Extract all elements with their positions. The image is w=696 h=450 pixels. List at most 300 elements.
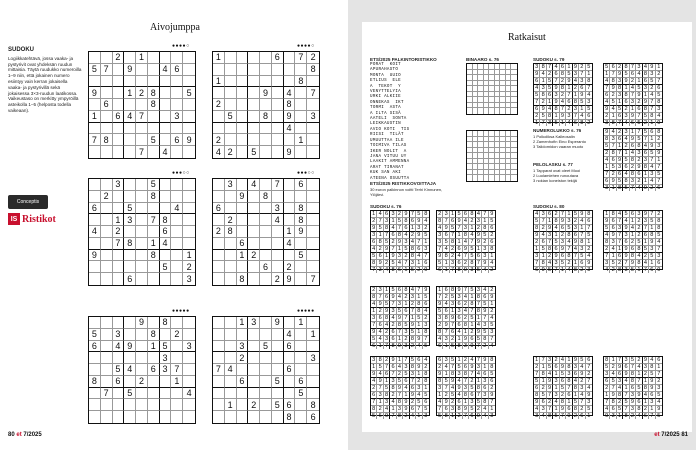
sudoku-cell[interactable] [171, 146, 183, 158]
sudoku-cell[interactable] [272, 52, 284, 64]
sudoku-cell[interactable] [213, 87, 225, 99]
sudoku-cell[interactable] [284, 64, 296, 76]
sudoku-cell[interactable] [248, 238, 260, 250]
sudoku-cell[interactable] [124, 411, 136, 423]
sudoku-cell[interactable] [225, 87, 237, 99]
sudoku-cell[interactable] [183, 399, 195, 411]
sudoku-cell[interactable] [237, 76, 249, 88]
sudoku-cell[interactable] [284, 352, 296, 364]
sudoku-cell[interactable] [101, 238, 113, 250]
sudoku-cell[interactable] [171, 111, 183, 123]
sudoku-cell[interactable] [124, 179, 136, 191]
sudoku-cell[interactable] [295, 134, 307, 146]
sudoku-cell[interactable] [248, 329, 260, 341]
sudoku-cell[interactable] [284, 364, 296, 376]
sudoku-cell[interactable] [225, 64, 237, 76]
sudoku-cell[interactable] [284, 261, 296, 273]
sudoku-cell[interactable] [171, 64, 183, 76]
sudoku-cell[interactable] [295, 317, 307, 329]
sudoku-cell[interactable] [248, 411, 260, 423]
sudoku-cell[interactable] [260, 329, 272, 341]
sudoku-cell[interactable] [260, 273, 272, 285]
sudoku-cell[interactable] [148, 352, 160, 364]
sudoku-cell[interactable] [136, 203, 148, 215]
sudoku-cell[interactable] [307, 123, 319, 135]
sudoku-cell[interactable] [183, 376, 195, 388]
sudoku-cell[interactable] [148, 76, 160, 88]
sudoku-cell[interactable] [89, 250, 101, 262]
sudoku-cell[interactable] [101, 111, 113, 123]
sudoku-cell[interactable] [307, 52, 319, 64]
sudoku-cell[interactable] [225, 329, 237, 341]
sudoku-cell[interactable] [89, 317, 101, 329]
sudoku-cell[interactable] [160, 329, 172, 341]
sudoku-cell[interactable] [124, 261, 136, 273]
sudoku-cell[interactable] [237, 329, 249, 341]
sudoku-cell[interactable] [124, 134, 136, 146]
sudoku-cell[interactable] [183, 179, 195, 191]
sudoku-cell[interactable] [307, 399, 319, 411]
sudoku-cell[interactable] [284, 99, 296, 111]
sudoku-cell[interactable] [248, 146, 260, 158]
sudoku-cell[interactable] [248, 250, 260, 262]
sudoku-cell[interactable] [284, 76, 296, 88]
sudoku-cell[interactable] [89, 376, 101, 388]
sudoku-cell[interactable] [225, 179, 237, 191]
sudoku-cell[interactable] [183, 111, 195, 123]
sudoku-cell[interactable] [248, 76, 260, 88]
sudoku-cell[interactable] [89, 352, 101, 364]
sudoku-cell[interactable] [148, 203, 160, 215]
sudoku-cell[interactable] [284, 191, 296, 203]
sudoku-cell[interactable] [248, 179, 260, 191]
sudoku-cell[interactable] [148, 99, 160, 111]
sudoku-cell[interactable] [171, 341, 183, 353]
sudoku-cell[interactable] [183, 203, 195, 215]
sudoku-cell[interactable] [136, 238, 148, 250]
sudoku-cell[interactable] [307, 226, 319, 238]
sudoku-cell[interactable] [260, 226, 272, 238]
sudoku-cell[interactable] [213, 376, 225, 388]
sudoku-cell[interactable] [213, 341, 225, 353]
sudoku-cell[interactable] [113, 214, 125, 226]
sudoku-cell[interactable] [295, 99, 307, 111]
sudoku-cell[interactable] [124, 317, 136, 329]
sudoku-puzzle-4[interactable] [212, 178, 320, 286]
sudoku-cell[interactable] [160, 238, 172, 250]
sudoku-cell[interactable] [213, 250, 225, 262]
sudoku-cell[interactable] [213, 329, 225, 341]
sudoku-cell[interactable] [183, 238, 195, 250]
sudoku-cell[interactable] [136, 250, 148, 262]
sudoku-cell[interactable] [248, 226, 260, 238]
sudoku-cell[interactable] [136, 123, 148, 135]
sudoku-cell[interactable] [113, 111, 125, 123]
sudoku-cell[interactable] [183, 134, 195, 146]
sudoku-cell[interactable] [213, 226, 225, 238]
sudoku-cell[interactable] [225, 341, 237, 353]
sudoku-cell[interactable] [101, 329, 113, 341]
sudoku-cell[interactable] [213, 273, 225, 285]
sudoku-cell[interactable] [248, 99, 260, 111]
sudoku-cell[interactable] [113, 273, 125, 285]
sudoku-cell[interactable] [183, 250, 195, 262]
sudoku-cell[interactable] [183, 411, 195, 423]
sudoku-cell[interactable] [248, 191, 260, 203]
sudoku-cell[interactable] [213, 191, 225, 203]
sudoku-cell[interactable] [89, 388, 101, 400]
sudoku-cell[interactable] [213, 123, 225, 135]
sudoku-cell[interactable] [136, 364, 148, 376]
sudoku-cell[interactable] [160, 214, 172, 226]
sudoku-cell[interactable] [284, 411, 296, 423]
sudoku-puzzle-6[interactable] [212, 316, 320, 424]
sudoku-cell[interactable] [237, 250, 249, 262]
sudoku-cell[interactable] [89, 411, 101, 423]
sudoku-cell[interactable] [136, 99, 148, 111]
sudoku-cell[interactable] [124, 111, 136, 123]
sudoku-cell[interactable] [171, 329, 183, 341]
sudoku-cell[interactable] [171, 99, 183, 111]
sudoku-cell[interactable] [101, 52, 113, 64]
sudoku-cell[interactable] [213, 317, 225, 329]
sudoku-cell[interactable] [101, 388, 113, 400]
sudoku-cell[interactable] [248, 64, 260, 76]
sudoku-cell[interactable] [284, 250, 296, 262]
sudoku-cell[interactable] [225, 191, 237, 203]
sudoku-cell[interactable] [101, 203, 113, 215]
sudoku-cell[interactable] [171, 411, 183, 423]
sudoku-cell[interactable] [89, 52, 101, 64]
sudoku-cell[interactable] [171, 134, 183, 146]
sudoku-cell[interactable] [213, 411, 225, 423]
sudoku-cell[interactable] [89, 226, 101, 238]
sudoku-cell[interactable] [295, 179, 307, 191]
sudoku-cell[interactable] [101, 273, 113, 285]
sudoku-cell[interactable] [225, 388, 237, 400]
sudoku-cell[interactable] [225, 376, 237, 388]
sudoku-cell[interactable] [148, 123, 160, 135]
sudoku-cell[interactable] [307, 134, 319, 146]
sudoku-cell[interactable] [89, 238, 101, 250]
sudoku-cell[interactable] [225, 123, 237, 135]
sudoku-cell[interactable] [183, 341, 195, 353]
sudoku-cell[interactable] [307, 411, 319, 423]
sudoku-cell[interactable] [225, 317, 237, 329]
sudoku-cell[interactable] [272, 376, 284, 388]
sudoku-puzzle-3[interactable] [88, 178, 196, 286]
sudoku-cell[interactable] [113, 388, 125, 400]
sudoku-cell[interactable] [148, 341, 160, 353]
sudoku-cell[interactable] [136, 179, 148, 191]
sudoku-cell[interactable] [136, 399, 148, 411]
sudoku-cell[interactable] [124, 76, 136, 88]
sudoku-cell[interactable] [237, 191, 249, 203]
sudoku-cell[interactable] [124, 238, 136, 250]
sudoku-cell[interactable] [248, 52, 260, 64]
sudoku-cell[interactable] [101, 411, 113, 423]
sudoku-cell[interactable] [101, 317, 113, 329]
sudoku-cell[interactable] [148, 250, 160, 262]
sudoku-cell[interactable] [272, 238, 284, 250]
sudoku-cell[interactable] [272, 399, 284, 411]
sudoku-cell[interactable] [237, 273, 249, 285]
sudoku-cell[interactable] [260, 238, 272, 250]
sudoku-cell[interactable] [213, 52, 225, 64]
sudoku-cell[interactable] [284, 388, 296, 400]
sudoku-cell[interactable] [272, 388, 284, 400]
sudoku-cell[interactable] [295, 226, 307, 238]
sudoku-cell[interactable] [113, 341, 125, 353]
sudoku-cell[interactable] [284, 238, 296, 250]
sudoku-cell[interactable] [183, 261, 195, 273]
sudoku-cell[interactable] [113, 329, 125, 341]
sudoku-cell[interactable] [113, 226, 125, 238]
sudoku-cell[interactable] [160, 261, 172, 273]
sudoku-cell[interactable] [113, 352, 125, 364]
sudoku-cell[interactable] [113, 76, 125, 88]
sudoku-cell[interactable] [284, 341, 296, 353]
sudoku-cell[interactable] [237, 226, 249, 238]
sudoku-cell[interactable] [260, 352, 272, 364]
sudoku-cell[interactable] [307, 329, 319, 341]
sudoku-cell[interactable] [171, 238, 183, 250]
sudoku-cell[interactable] [113, 399, 125, 411]
sudoku-cell[interactable] [148, 64, 160, 76]
sudoku-cell[interactable] [248, 364, 260, 376]
sudoku-cell[interactable] [113, 203, 125, 215]
sudoku-cell[interactable] [237, 341, 249, 353]
sudoku-cell[interactable] [237, 376, 249, 388]
sudoku-cell[interactable] [307, 273, 319, 285]
sudoku-cell[interactable] [272, 341, 284, 353]
sudoku-cell[interactable] [213, 111, 225, 123]
sudoku-cell[interactable] [113, 134, 125, 146]
sudoku-cell[interactable] [272, 411, 284, 423]
sudoku-cell[interactable] [284, 214, 296, 226]
sudoku-cell[interactable] [160, 203, 172, 215]
sudoku-cell[interactable] [260, 146, 272, 158]
sudoku-cell[interactable] [171, 179, 183, 191]
sudoku-cell[interactable] [101, 191, 113, 203]
sudoku-cell[interactable] [148, 226, 160, 238]
sudoku-cell[interactable] [124, 87, 136, 99]
sudoku-cell[interactable] [284, 376, 296, 388]
sudoku-cell[interactable] [260, 52, 272, 64]
sudoku-cell[interactable] [148, 261, 160, 273]
sudoku-cell[interactable] [148, 52, 160, 64]
sudoku-cell[interactable] [136, 214, 148, 226]
sudoku-cell[interactable] [183, 214, 195, 226]
sudoku-cell[interactable] [225, 76, 237, 88]
sudoku-cell[interactable] [113, 87, 125, 99]
sudoku-cell[interactable] [124, 329, 136, 341]
sudoku-cell[interactable] [307, 111, 319, 123]
sudoku-cell[interactable] [237, 317, 249, 329]
sudoku-cell[interactable] [307, 76, 319, 88]
sudoku-cell[interactable] [307, 352, 319, 364]
sudoku-cell[interactable] [237, 411, 249, 423]
sudoku-cell[interactable] [89, 399, 101, 411]
sudoku-cell[interactable] [260, 250, 272, 262]
sudoku-cell[interactable] [124, 64, 136, 76]
sudoku-cell[interactable] [124, 99, 136, 111]
sudoku-cell[interactable] [225, 111, 237, 123]
sudoku-cell[interactable] [183, 146, 195, 158]
sudoku-cell[interactable] [272, 317, 284, 329]
sudoku-cell[interactable] [113, 261, 125, 273]
sudoku-cell[interactable] [160, 146, 172, 158]
sudoku-cell[interactable] [101, 146, 113, 158]
sudoku-cell[interactable] [260, 261, 272, 273]
sudoku-cell[interactable] [260, 376, 272, 388]
sudoku-cell[interactable] [101, 352, 113, 364]
sudoku-cell[interactable] [148, 376, 160, 388]
sudoku-cell[interactable] [160, 123, 172, 135]
sudoku-cell[interactable] [307, 376, 319, 388]
sudoku-cell[interactable] [284, 203, 296, 215]
sudoku-cell[interactable] [307, 87, 319, 99]
sudoku-cell[interactable] [113, 64, 125, 76]
sudoku-cell[interactable] [101, 376, 113, 388]
sudoku-cell[interactable] [295, 352, 307, 364]
sudoku-cell[interactable] [113, 411, 125, 423]
sudoku-cell[interactable] [272, 123, 284, 135]
sudoku-cell[interactable] [272, 76, 284, 88]
sudoku-cell[interactable] [248, 388, 260, 400]
sudoku-cell[interactable] [272, 226, 284, 238]
sudoku-cell[interactable] [101, 76, 113, 88]
sudoku-cell[interactable] [237, 146, 249, 158]
sudoku-cell[interactable] [225, 52, 237, 64]
sudoku-cell[interactable] [295, 250, 307, 262]
sudoku-cell[interactable] [89, 329, 101, 341]
sudoku-cell[interactable] [160, 250, 172, 262]
sudoku-cell[interactable] [124, 191, 136, 203]
sudoku-cell[interactable] [89, 123, 101, 135]
sudoku-cell[interactable] [284, 123, 296, 135]
sudoku-cell[interactable] [160, 364, 172, 376]
sudoku-cell[interactable] [113, 123, 125, 135]
sudoku-cell[interactable] [89, 134, 101, 146]
sudoku-cell[interactable] [272, 364, 284, 376]
sudoku-cell[interactable] [237, 111, 249, 123]
sudoku-cell[interactable] [237, 203, 249, 215]
sudoku-cell[interactable] [113, 376, 125, 388]
sudoku-cell[interactable] [260, 134, 272, 146]
sudoku-cell[interactable] [237, 388, 249, 400]
sudoku-cell[interactable] [171, 261, 183, 273]
sudoku-puzzle-2[interactable] [212, 51, 320, 159]
sudoku-cell[interactable] [272, 64, 284, 76]
sudoku-cell[interactable] [89, 341, 101, 353]
sudoku-cell[interactable] [213, 261, 225, 273]
sudoku-cell[interactable] [295, 191, 307, 203]
sudoku-cell[interactable] [307, 364, 319, 376]
sudoku-cell[interactable] [183, 123, 195, 135]
sudoku-cell[interactable] [160, 226, 172, 238]
sudoku-cell[interactable] [237, 52, 249, 64]
sudoku-cell[interactable] [272, 99, 284, 111]
sudoku-cell[interactable] [113, 99, 125, 111]
sudoku-cell[interactable] [237, 64, 249, 76]
sudoku-cell[interactable] [124, 341, 136, 353]
sudoku-cell[interactable] [225, 146, 237, 158]
sudoku-cell[interactable] [284, 273, 296, 285]
sudoku-cell[interactable] [136, 388, 148, 400]
sudoku-cell[interactable] [272, 111, 284, 123]
sudoku-cell[interactable] [272, 273, 284, 285]
sudoku-cell[interactable] [136, 317, 148, 329]
sudoku-cell[interactable] [148, 134, 160, 146]
sudoku-cell[interactable] [160, 411, 172, 423]
sudoku-cell[interactable] [225, 250, 237, 262]
sudoku-cell[interactable] [148, 87, 160, 99]
sudoku-cell[interactable] [136, 191, 148, 203]
sudoku-cell[interactable] [171, 376, 183, 388]
sudoku-cell[interactable] [248, 273, 260, 285]
sudoku-cell[interactable] [101, 261, 113, 273]
sudoku-cell[interactable] [213, 203, 225, 215]
sudoku-cell[interactable] [213, 146, 225, 158]
sudoku-cell[interactable] [248, 376, 260, 388]
sudoku-cell[interactable] [101, 399, 113, 411]
sudoku-cell[interactable] [295, 238, 307, 250]
sudoku-cell[interactable] [136, 87, 148, 99]
sudoku-cell[interactable] [307, 250, 319, 262]
sudoku-cell[interactable] [307, 261, 319, 273]
sudoku-cell[interactable] [183, 329, 195, 341]
sudoku-cell[interactable] [113, 238, 125, 250]
sudoku-cell[interactable] [183, 273, 195, 285]
sudoku-cell[interactable] [272, 179, 284, 191]
sudoku-cell[interactable] [171, 123, 183, 135]
sudoku-cell[interactable] [307, 99, 319, 111]
sudoku-cell[interactable] [89, 146, 101, 158]
sudoku-cell[interactable] [225, 399, 237, 411]
sudoku-cell[interactable] [295, 123, 307, 135]
sudoku-cell[interactable] [101, 179, 113, 191]
sudoku-cell[interactable] [160, 87, 172, 99]
sudoku-cell[interactable] [295, 111, 307, 123]
sudoku-cell[interactable] [284, 52, 296, 64]
sudoku-cell[interactable] [284, 179, 296, 191]
sudoku-cell[interactable] [260, 388, 272, 400]
sudoku-cell[interactable] [225, 261, 237, 273]
sudoku-cell[interactable] [237, 214, 249, 226]
sudoku-cell[interactable] [260, 179, 272, 191]
sudoku-cell[interactable] [124, 203, 136, 215]
sudoku-cell[interactable] [113, 146, 125, 158]
sudoku-cell[interactable] [171, 399, 183, 411]
sudoku-cell[interactable] [307, 191, 319, 203]
sudoku-cell[interactable] [307, 341, 319, 353]
sudoku-cell[interactable] [248, 341, 260, 353]
sudoku-cell[interactable] [272, 250, 284, 262]
sudoku-cell[interactable] [237, 364, 249, 376]
sudoku-cell[interactable] [101, 250, 113, 262]
sudoku-cell[interactable] [148, 411, 160, 423]
sudoku-cell[interactable] [183, 226, 195, 238]
sudoku-cell[interactable] [171, 317, 183, 329]
sudoku-cell[interactable] [160, 76, 172, 88]
sudoku-cell[interactable] [89, 87, 101, 99]
sudoku-cell[interactable] [160, 111, 172, 123]
sudoku-cell[interactable] [284, 226, 296, 238]
sudoku-cell[interactable] [136, 52, 148, 64]
sudoku-cell[interactable] [307, 317, 319, 329]
sudoku-cell[interactable] [225, 273, 237, 285]
